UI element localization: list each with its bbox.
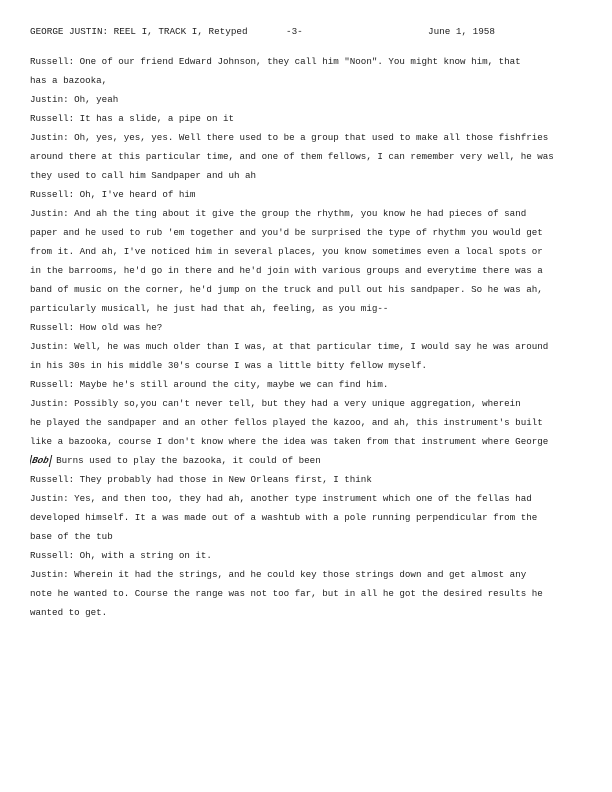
transcript-line	[30, 113, 588, 125]
transcript-line	[30, 246, 588, 258]
page-number: -3-	[286, 26, 303, 37]
transcript-text: base of the tub	[30, 531, 113, 542]
transcript-line	[30, 398, 588, 410]
transcript-line	[30, 455, 588, 467]
transcript-line	[30, 227, 588, 239]
transcript-line	[30, 189, 588, 201]
transcript-line	[30, 474, 588, 486]
transcript-text: Justin: And ah the ting about it give the group the rhythm, you know he had pieces of sand	[30, 208, 527, 219]
handwritten-insertion: Bob	[30, 455, 52, 467]
transcript-text: note he wanted to. Course the range was not too far, but in all he got the desired results he	[30, 588, 543, 599]
transcript-line	[30, 531, 588, 543]
transcript-line	[30, 588, 588, 600]
transcript-text: wanted to get.	[30, 607, 108, 618]
transcript-text: has a bazooka,	[30, 75, 108, 86]
transcript-text: Russell: How old was he?	[30, 322, 163, 333]
transcript-line	[30, 56, 588, 68]
transcript-line	[30, 417, 588, 429]
transcript-text: Burns used to play the bazooka, it could of been	[56, 455, 321, 466]
transcript-line	[30, 493, 588, 505]
transcript-text: like a bazooka, course I don't know where the idea was taken from that instrument where George	[30, 436, 549, 447]
header-title: GEORGE JUSTIN: REEL I, TRACK I, Retyped	[30, 26, 248, 37]
transcript-text: Russell: It has a slide, a pipe on it	[30, 113, 234, 124]
transcript-line	[30, 94, 588, 106]
transcript-text: paper and he used to rub 'em together and you'd be surprised the type of rhythm you would get	[30, 227, 543, 238]
transcript-line	[30, 303, 588, 315]
transcript-text: he played the sandpaper and an other fellos played the kazoo, and ah, this instrument's built	[30, 417, 543, 428]
transcript-text: Russell: One of our friend Edward Johnson, they call him "Noon". You might know him, that	[30, 56, 521, 67]
transcript-line	[30, 341, 588, 353]
transcript-text: in his 30s in his middle 30's course I was a little bitty fellow myself.	[30, 360, 427, 371]
transcript-line	[30, 132, 588, 144]
transcript-text: Justin: Yes, and then too, they had ah, another type instrument which one of the fellas had	[30, 493, 532, 504]
transcript-text: from it. And ah, I've noticed him in several places, you know sometimes even a local spots or	[30, 246, 543, 257]
transcript-line	[30, 265, 588, 277]
transcript-text: Russell: They probably had those in New Orleans first, I think	[30, 474, 372, 485]
transcript-line	[30, 322, 588, 334]
transcript-line	[30, 170, 588, 182]
transcript-text: Russell: Oh, with a string on it.	[30, 550, 212, 561]
transcript-text: Russell: Oh, I've heard of him	[30, 189, 196, 200]
transcript-text: they used to call him Sandpaper and uh ah	[30, 170, 257, 181]
transcript-text: in the barrooms, he'd go in there and he'd join with various groups and everytime there was a	[30, 265, 543, 276]
transcript-text: Justin: Well, he was much older than I was, at that particular time, I would say he was around	[30, 341, 549, 352]
transcript-text: Justin: Possibly so,you can't never tell, but they had a very unique aggregation, wherein	[30, 398, 521, 409]
transcript-line	[30, 512, 588, 524]
transcript-line	[30, 607, 588, 619]
transcript-body	[30, 56, 588, 619]
transcript-line	[30, 550, 588, 562]
transcript-line	[30, 379, 588, 391]
transcript-text: developed himself. It a was made out of a washtub with a pole running perpendicular from the	[30, 512, 538, 523]
header-date: June 1, 1958	[428, 26, 495, 37]
transcript-line	[30, 75, 588, 87]
transcript-text: band of music on the corner, he'd jump on the truck and pull out his sandpaper. So he was ah,	[30, 284, 543, 295]
transcript-line	[30, 569, 588, 581]
transcript-text: Russell: Maybe he's still around the city, maybe we can find him.	[30, 379, 389, 390]
transcript-text: Justin: Oh, yes, yes, yes. Well there used to be a group that used to make all those fishfries	[30, 132, 549, 143]
transcript-line	[30, 151, 588, 163]
transcript-text: particularly musicall, he just had that ah, feeling, as you mig--	[30, 303, 389, 314]
page-header	[30, 26, 582, 40]
transcript-text: Justin: Oh, yeah	[30, 94, 119, 105]
transcript-line	[30, 208, 588, 220]
transcript-line	[30, 436, 588, 448]
transcript-line	[30, 284, 588, 296]
transcript-text: Justin: Wherein it had the strings, and he could key those strings down and get almost any	[30, 569, 527, 580]
transcript-line	[30, 360, 588, 372]
transcript-text: around there at this particular time, and one of them fellows, I can remember very well, he was	[30, 151, 554, 162]
